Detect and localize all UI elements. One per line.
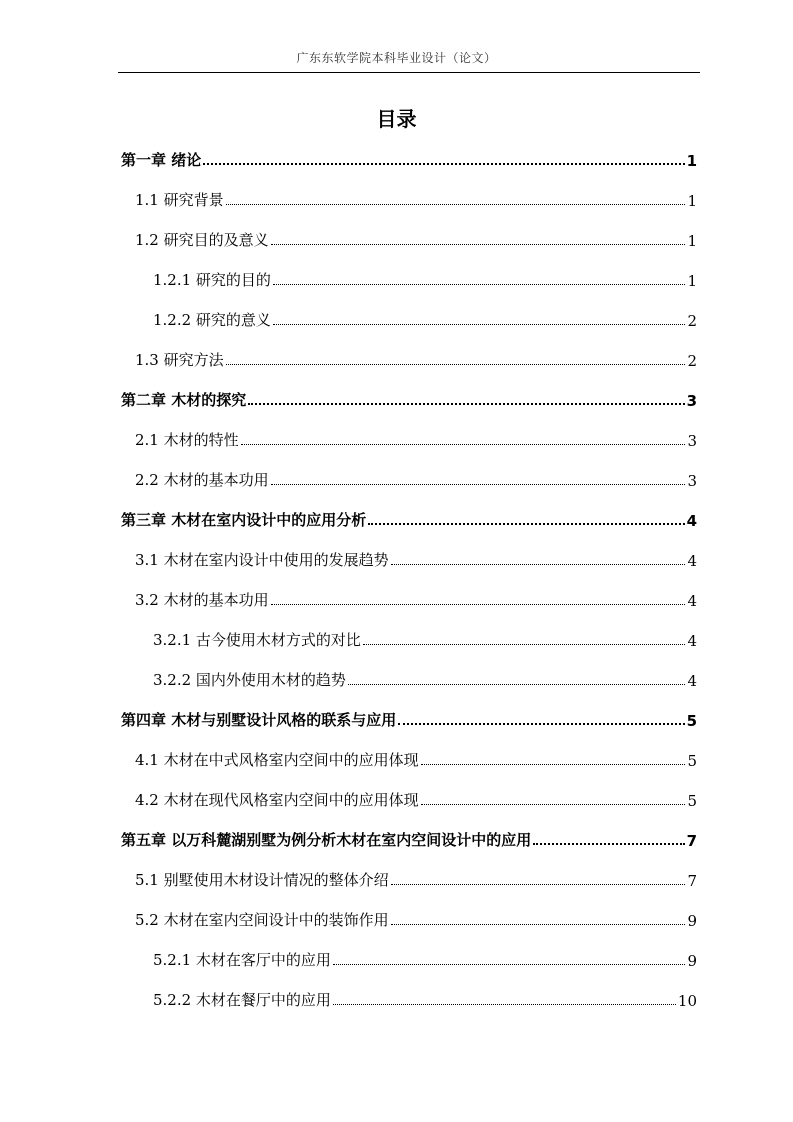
dot-leader bbox=[333, 964, 686, 965]
toc-entry-label: 第四章 木材与别墅设计风格的联系与应用 bbox=[121, 711, 397, 729]
dot-leader bbox=[398, 723, 684, 725]
toc-entry-label: 1.2 研究目的及意义 bbox=[135, 231, 269, 249]
toc-entry[interactable] bbox=[135, 186, 697, 210]
dot-leader bbox=[333, 1004, 676, 1005]
toc-entry-page: 7 bbox=[686, 832, 697, 850]
toc-entry-page: 10 bbox=[677, 992, 697, 1010]
dot-leader bbox=[248, 403, 684, 405]
toc-entry[interactable] bbox=[135, 746, 697, 770]
dot-leader bbox=[226, 204, 686, 205]
toc-entry-page: 2 bbox=[687, 352, 697, 370]
toc-entry-label: 2.2 木材的基本功用 bbox=[135, 471, 269, 489]
toc-entry[interactable] bbox=[121, 146, 697, 170]
toc-entry[interactable] bbox=[153, 946, 697, 970]
toc-entry-label: 第一章 绪论 bbox=[121, 151, 202, 169]
toc-entry-label: 4.2 木材在现代风格室内空间中的应用体现 bbox=[135, 791, 419, 809]
toc-entry-label: 1.2.1 研究的目的 bbox=[153, 271, 271, 289]
toc-entry-label: 1.1 研究背景 bbox=[135, 191, 224, 209]
toc-entry[interactable] bbox=[121, 506, 697, 530]
toc-entry[interactable] bbox=[153, 626, 697, 650]
toc-entry-label: 第三章 木材在室内设计中的应用分析 bbox=[121, 511, 367, 529]
toc-entry-label: 5.2.1 木材在客厅中的应用 bbox=[153, 951, 331, 969]
dot-leader bbox=[391, 564, 686, 565]
dot-leader bbox=[391, 924, 686, 925]
toc-entry-page: 4 bbox=[687, 672, 697, 690]
toc-entry-page: 9 bbox=[687, 952, 697, 970]
dot-leader bbox=[271, 604, 686, 605]
toc-entry[interactable] bbox=[135, 586, 697, 610]
toc-entry-label: 3.2.1 古今使用木材方式的对比 bbox=[153, 631, 361, 649]
dot-leader bbox=[271, 244, 686, 245]
dot-leader bbox=[363, 644, 686, 645]
toc-entry-page: 3 bbox=[687, 472, 697, 490]
toc-entry-label: 1.3 研究方法 bbox=[135, 351, 224, 369]
toc-entry-page: 5 bbox=[686, 712, 697, 730]
dot-leader bbox=[391, 884, 686, 885]
dot-leader bbox=[421, 764, 686, 765]
toc-entry[interactable] bbox=[135, 906, 697, 930]
dot-leader bbox=[226, 364, 686, 365]
toc-entry[interactable] bbox=[135, 866, 697, 890]
toc-entry[interactable] bbox=[135, 226, 697, 250]
toc-entry-label: 3.2 木材的基本功用 bbox=[135, 591, 269, 609]
dot-leader bbox=[241, 444, 686, 445]
toc-entry[interactable] bbox=[153, 266, 697, 290]
toc-entry[interactable] bbox=[153, 986, 697, 1010]
toc-entry[interactable] bbox=[153, 306, 697, 330]
toc-entry-label: 3.2.2 国内外使用木材的趋势 bbox=[153, 671, 346, 689]
toc-entry-page: 5 bbox=[687, 752, 697, 770]
toc-entry-label: 第二章 木材的探究 bbox=[121, 391, 247, 409]
dot-leader bbox=[273, 284, 686, 285]
toc-entry[interactable] bbox=[135, 426, 697, 450]
toc-entry-page: 4 bbox=[686, 512, 697, 530]
toc-entry[interactable] bbox=[121, 706, 697, 730]
toc-entry-page: 5 bbox=[687, 792, 697, 810]
toc-entry-label: 3.1 木材在室内设计中使用的发展趋势 bbox=[135, 551, 389, 569]
toc-entry-page: 1 bbox=[687, 272, 697, 290]
toc-entry-page: 4 bbox=[687, 552, 697, 570]
dot-leader bbox=[533, 843, 684, 845]
toc-entry[interactable] bbox=[135, 466, 697, 490]
toc-entry[interactable] bbox=[135, 546, 697, 570]
toc-entry-page: 3 bbox=[686, 392, 697, 410]
toc-entry-label: 第五章 以万科麓湖别墅为例分析木材在室内空间设计中的应用 bbox=[121, 831, 532, 849]
toc-entry[interactable] bbox=[121, 826, 697, 850]
toc-entry-label: 5.2 木材在室内空间设计中的装饰作用 bbox=[135, 911, 389, 929]
toc-entry[interactable] bbox=[135, 786, 697, 810]
toc-entry-page: 4 bbox=[687, 632, 697, 650]
toc-entry[interactable] bbox=[135, 346, 697, 370]
toc-entry-page: 1 bbox=[687, 192, 697, 210]
toc-entry[interactable] bbox=[121, 386, 697, 410]
toc-entry-page: 7 bbox=[687, 872, 697, 890]
toc-entry-page: 1 bbox=[687, 232, 697, 250]
toc-entry-page: 3 bbox=[687, 432, 697, 450]
toc-entry-label: 2.1 木材的特性 bbox=[135, 431, 239, 449]
toc-entry-label: 5.2.2 木材在餐厅中的应用 bbox=[153, 991, 331, 1009]
toc-entry-page: 4 bbox=[687, 592, 697, 610]
toc-entry-label: 4.1 木材在中式风格室内空间中的应用体现 bbox=[135, 751, 419, 769]
dot-leader bbox=[368, 523, 684, 525]
dot-leader bbox=[273, 324, 686, 325]
toc-entry[interactable] bbox=[153, 666, 697, 690]
toc-entry-page: 2 bbox=[687, 312, 697, 330]
toc-entry-label: 5.1 别墅使用木材设计情况的整体介绍 bbox=[135, 871, 389, 889]
dot-leader bbox=[421, 804, 686, 805]
dot-leader bbox=[203, 163, 684, 165]
dot-leader bbox=[348, 684, 686, 685]
toc-entry-label: 1.2.2 研究的意义 bbox=[153, 311, 271, 329]
toc-entry-page: 1 bbox=[686, 152, 697, 170]
header-rule bbox=[118, 72, 700, 73]
toc-entry-page: 9 bbox=[687, 912, 697, 930]
toc-title: 目录 bbox=[376, 107, 417, 131]
running-header: 广东东软学院本科毕业设计（论文） bbox=[296, 51, 497, 65]
dot-leader bbox=[271, 484, 686, 485]
